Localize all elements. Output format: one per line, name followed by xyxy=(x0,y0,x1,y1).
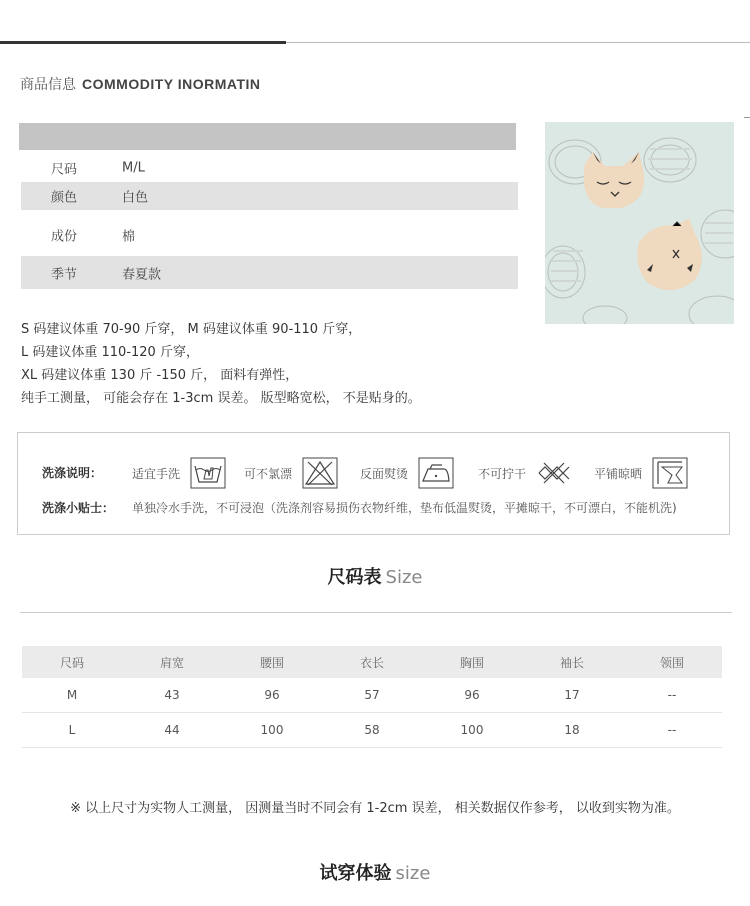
size-cell: 43 xyxy=(122,678,222,713)
size-cell: 96 xyxy=(222,678,322,713)
care-item-iron xyxy=(360,457,454,489)
care-tip-label: 洗涤小贴士： xyxy=(42,501,115,515)
size-cell: 58 xyxy=(322,713,422,748)
care-item-dry-flat xyxy=(594,457,688,489)
size-cell: 100 xyxy=(422,713,522,748)
size-cell: 44 xyxy=(122,713,222,748)
try-on-title-cn: 试穿体验 xyxy=(319,863,392,884)
try-on-title-en: size xyxy=(395,863,431,884)
size-cell: 100 xyxy=(222,713,322,748)
section-title xyxy=(20,74,261,94)
hand-wash-icon xyxy=(190,457,226,489)
info-row-material xyxy=(21,221,518,249)
info-key: 季节 xyxy=(51,267,78,282)
try-on-title xyxy=(0,859,750,885)
info-value: 棉 xyxy=(122,229,136,245)
info-value: M/L xyxy=(122,160,145,176)
note-line: 纯手工测量， 可能会存在 1-3cm 误差。 版型略宽松， 不是贴身的。 xyxy=(21,391,421,406)
no-bleach-icon xyxy=(302,457,338,489)
note-line: XL 码建议体重 130 斤 -150 斤， 面料有弹性， xyxy=(21,368,299,383)
size-cell: -- xyxy=(622,713,722,748)
size-cell: -- xyxy=(622,678,722,713)
care-tip-text: 单独冷水手洗，不可浸泡（洗涤剂容易损伤衣物纤维，垫布低温熨烫，平摊晾干，不可漂白，不能机洗) xyxy=(132,501,677,515)
care-instructions-box xyxy=(17,432,730,535)
size-chart-title xyxy=(0,563,750,589)
care-item-label: 适宜手洗 xyxy=(132,466,181,481)
size-cell: 17 xyxy=(522,678,622,713)
info-key: 成份 xyxy=(51,229,78,245)
product-fabric-photo xyxy=(545,122,734,324)
size-col-header: 衣长 xyxy=(322,646,422,678)
info-row-size xyxy=(21,154,518,182)
size-notes xyxy=(21,318,421,410)
note-line: L 码建议体重 110-120 斤穿， xyxy=(21,345,199,360)
care-item-label: 反面熨烫 xyxy=(360,466,409,481)
top-divider-accent xyxy=(0,41,286,44)
info-row-season xyxy=(21,256,518,289)
care-item-label: 不可拧干 xyxy=(478,466,527,481)
size-col-header: 袖长 xyxy=(522,646,622,678)
table-row xyxy=(22,678,722,713)
info-value: 春夏款 xyxy=(122,267,162,282)
info-row-color xyxy=(21,182,518,210)
section-title-en: COMMODITY INORMATIN xyxy=(82,76,261,92)
size-chart-title-en: Size xyxy=(385,567,423,588)
iron-icon xyxy=(418,457,454,489)
info-table-header xyxy=(19,123,516,150)
table-row xyxy=(22,713,722,748)
size-cell: 57 xyxy=(322,678,422,713)
size-cell: 96 xyxy=(422,678,522,713)
care-item-label: 平铺晾晒 xyxy=(594,466,643,481)
size-table-header-row xyxy=(22,646,722,678)
note-line: S 码建议体重 70-90 斤穿， M 码建议体重 90-110 斤穿， xyxy=(21,322,362,337)
size-chart-title-cn: 尺码表 xyxy=(327,567,382,588)
size-col-header: 领围 xyxy=(622,646,722,678)
section-title-cn: 商品信息 xyxy=(20,77,76,93)
no-wring-icon xyxy=(536,457,572,489)
care-item-hand-wash xyxy=(132,457,226,489)
size-col-header: 尺码 xyxy=(22,646,122,678)
edge-tick xyxy=(744,117,750,118)
size-chart-divider xyxy=(20,612,732,613)
care-label: 洗涤说明： xyxy=(42,466,103,480)
care-item-label: 可不氯漂 xyxy=(244,466,293,481)
care-item-no-wring xyxy=(478,457,572,489)
size-col-header: 胸围 xyxy=(422,646,522,678)
dry-flat-icon xyxy=(652,457,688,489)
care-item-no-bleach xyxy=(244,457,338,489)
size-cell: L xyxy=(22,713,122,748)
cat-print-image xyxy=(545,122,734,324)
info-key: 颜色 xyxy=(51,190,78,206)
size-col-header: 肩宽 xyxy=(122,646,222,678)
measurement-disclaimer: ※ 以上尺寸为实物人工测量， 因测量当时不同会有 1-2cm 误差， 相关数据仅作参考， 以收到实物为准。 xyxy=(70,801,680,816)
info-key: 尺码 xyxy=(51,162,78,178)
size-cell: 18 xyxy=(522,713,622,748)
size-table xyxy=(22,646,722,748)
info-value: 白色 xyxy=(122,190,149,206)
size-col-header: 腰围 xyxy=(222,646,322,678)
size-cell: M xyxy=(22,678,122,713)
